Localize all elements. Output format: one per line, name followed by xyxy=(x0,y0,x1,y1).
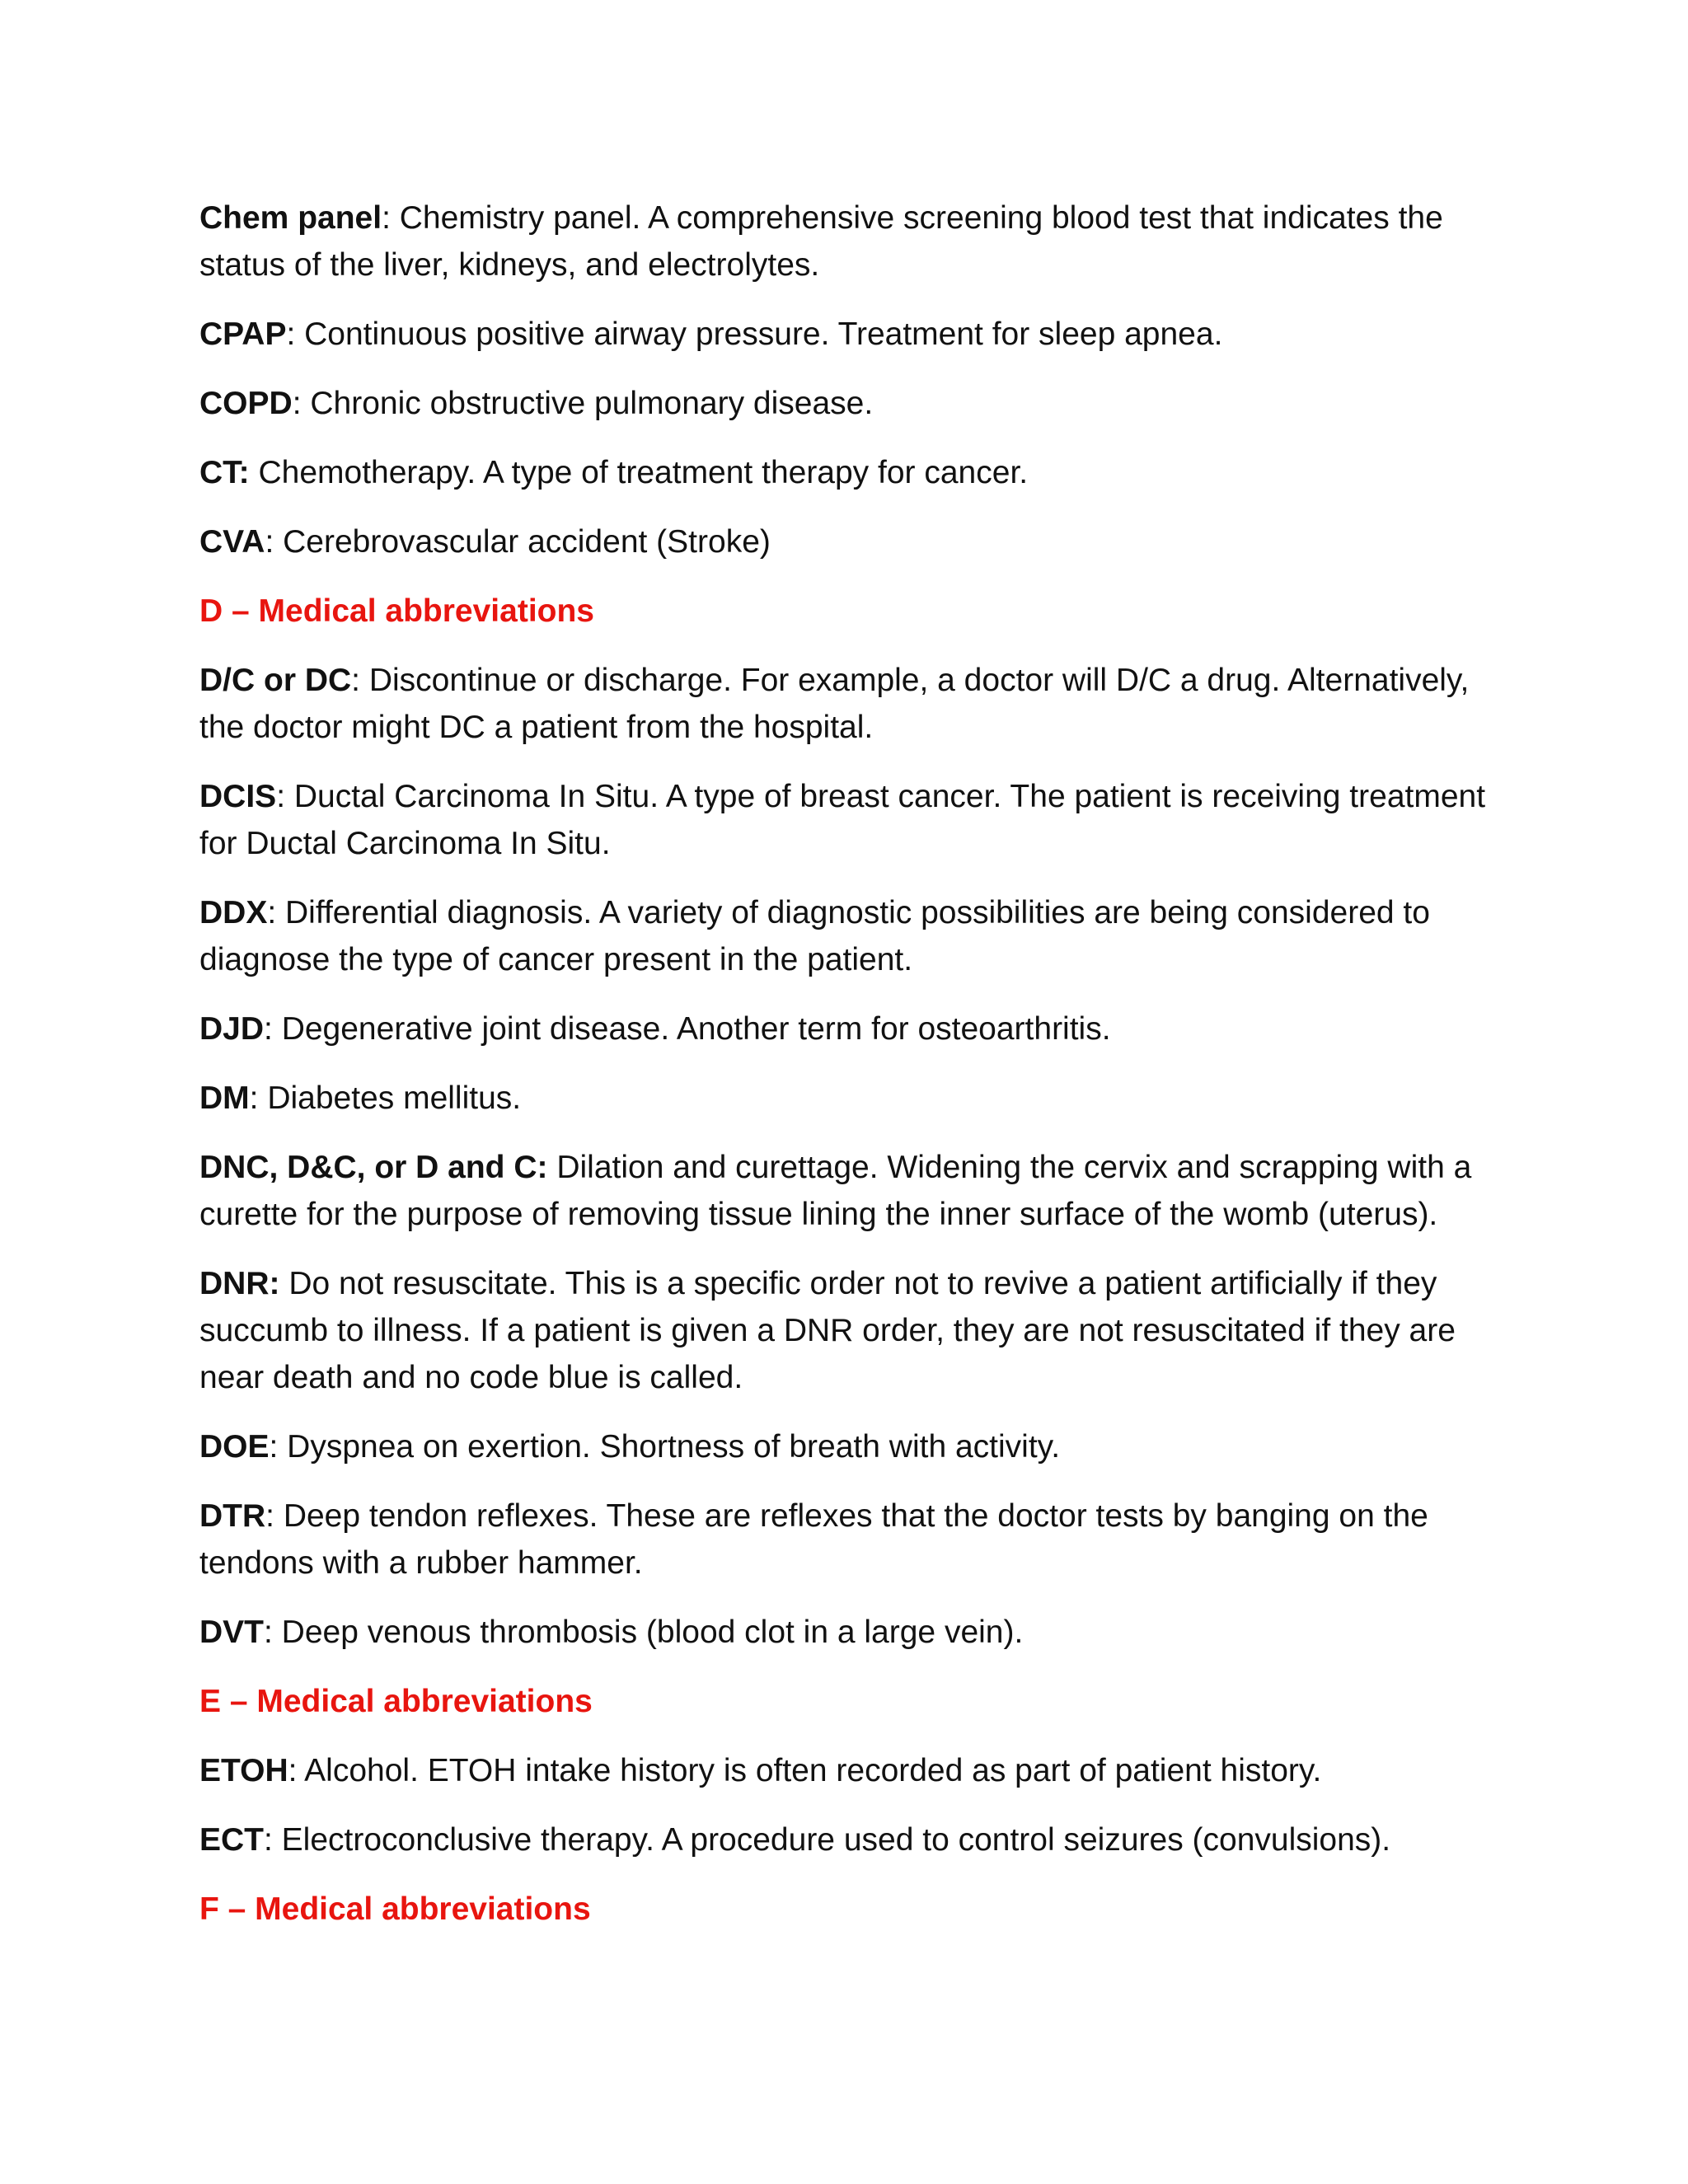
entry-definition: : Electroconclusive therapy. A procedure used to control seizures (convulsions). xyxy=(264,1822,1391,1858)
entry-definition: Do not resuscitate. This is a specific order not to revive a patient artificially if they succumb to illness. If a patient is given a DNR order, they are not resuscitated if they are near death and no code blue is called. xyxy=(199,1266,1456,1395)
entry-definition: : Chronic obstructive pulmonary disease. xyxy=(292,386,874,421)
document-body xyxy=(199,194,1493,1955)
entry-term: CPAP xyxy=(199,316,287,352)
entry-term: CT: xyxy=(199,455,250,490)
entry-term: DTR xyxy=(199,1498,266,1534)
entry-term: ECT xyxy=(199,1822,264,1858)
entry-definition: : Differential diagnosis. A variety of diagnostic possibilities are being considered to diagnose the type of cancer present in the patient. xyxy=(199,895,1430,977)
entry-dvt xyxy=(199,1609,1493,1656)
entry-term: COPD xyxy=(199,386,293,421)
entry-definition: : Deep venous thrombosis (blood clot in a large vein). xyxy=(264,1615,1024,1650)
entry-definition: : Cerebrovascular accident (Stroke) xyxy=(265,524,771,560)
entry-ect xyxy=(199,1816,1493,1863)
entry-dnr xyxy=(199,1260,1493,1401)
entry-term: DVT xyxy=(199,1615,264,1650)
entry-definition: : Dyspnea on exertion. Shortness of breath with activity. xyxy=(269,1429,1061,1465)
entry-term: DM xyxy=(199,1080,250,1116)
entry-dnc xyxy=(199,1144,1493,1238)
entry-copd xyxy=(199,380,1493,427)
entry-definition: : Alcohol. ETOH intake history is often recorded as part of patient history. xyxy=(288,1753,1322,1788)
entry-term: DNC, D&C, or D and C: xyxy=(199,1150,548,1185)
entry-term: Chem panel xyxy=(199,200,382,236)
entry-term: DDX xyxy=(199,895,268,930)
entry-definition: : Ductal Carcinoma In Situ. A type of breast cancer. The patient is receiving treatment for Ductal Carcinoma In Situ. xyxy=(199,779,1486,861)
entry-dm xyxy=(199,1075,1493,1122)
section-heading-e: E – Medical abbreviations xyxy=(199,1684,593,1719)
entry-term: ETOH xyxy=(199,1753,288,1788)
section-heading-f: F – Medical abbreviations xyxy=(199,1891,591,1927)
entry-term: DNR: xyxy=(199,1266,280,1301)
entry-cva xyxy=(199,518,1493,565)
entry-term: D/C or DC xyxy=(199,663,352,698)
entry-term: DOE xyxy=(199,1429,270,1465)
entry-dcis xyxy=(199,773,1493,867)
entry-etoh xyxy=(199,1747,1493,1794)
entry-cpap xyxy=(199,311,1493,358)
entry-definition: : Deep tendon reflexes. These are reflexes that the doctor tests by banging on the tendons with a rubber hammer. xyxy=(199,1498,1428,1581)
entry-ct xyxy=(199,449,1493,496)
entry-ddx xyxy=(199,889,1493,983)
entry-definition: : Degenerative joint disease. Another term for osteoarthritis. xyxy=(264,1011,1111,1047)
entry-term: CVA xyxy=(199,524,265,560)
entry-term: DCIS xyxy=(199,779,277,814)
entry-term: DJD xyxy=(199,1011,265,1047)
entry-definition: Chemotherapy. A type of treatment therapy for cancer. xyxy=(249,455,1029,490)
entry-definition: : Chemistry panel. A comprehensive screening blood test that indicates the status of the liver, kidneys, and electrolytes. xyxy=(199,200,1443,283)
entry-dc xyxy=(199,657,1493,751)
section-heading-d: D – Medical abbreviations xyxy=(199,593,594,629)
entry-definition: : Diabetes mellitus. xyxy=(249,1080,522,1116)
entry-definition: : Discontinue or discharge. For example, a doctor will D/C a drug. Alternatively, the doctor might DC a patient from the hospital. xyxy=(199,663,1470,745)
entry-doe xyxy=(199,1423,1493,1470)
entry-dtr xyxy=(199,1493,1493,1586)
entry-definition: : Continuous positive airway pressure. Treatment for sleep apnea. xyxy=(286,316,1223,352)
entry-djd xyxy=(199,1005,1493,1052)
entry-chem-panel xyxy=(199,194,1493,288)
entry-definition: Dilation and curettage. Widening the cervix and scrapping with a curette for the purpose of removing tissue lining the inner surface of the womb (uterus). xyxy=(199,1150,1472,1232)
